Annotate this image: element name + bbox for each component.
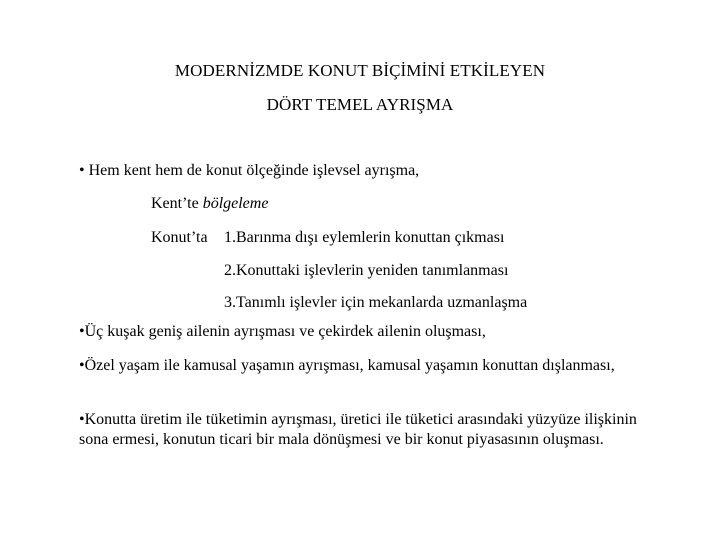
slide-title-line-2: DÖRT TEMEL AYRIŞMA [266, 95, 454, 114]
sub-item-city-zoning: bölgeleme [202, 195, 269, 212]
sub-item-city [151, 195, 268, 213]
bullet-public-private-separation: •Özel yaşam ile kamusal yaşamın ayrışması, kamusal yaşamın konuttan dışlanması, [79, 357, 615, 374]
house-item-2: 2.Konuttaki işlevlerin yeniden tanımlanması [224, 262, 509, 279]
bullet-functional-separation: • Hem kent hem de konut ölçeğinde işlevsel ayrışma, [79, 162, 420, 179]
bullet-production-consumption-separation: •Konutta üretim ile tüketimin ayrışması, üretici ile tüketici arasındaki yüzyüze ilişkinin sona ermesi, konutun ticari bir mala dönüşmesi ve bir konut piyasasının oluşması. [79, 411, 637, 448]
bullet-family-separation: •Üç kuşak geniş ailenin ayrışması ve çekirdek ailenin oluşması, [79, 323, 486, 340]
slide-title-line-1: MODERNİZMDE KONUT BİÇİMİNİ ETKİLEYEN [174, 61, 546, 80]
house-item-1: 1.Barınma dışı eylemlerin konuttan çıkması [224, 229, 505, 246]
house-item-3: 3.Tanımlı işlevler için mekanlarda uzmanlaşma [224, 294, 528, 311]
sub-item-city-label: Kent’te [151, 195, 203, 212]
sub-item-house-label: Konut’ta [151, 229, 208, 246]
